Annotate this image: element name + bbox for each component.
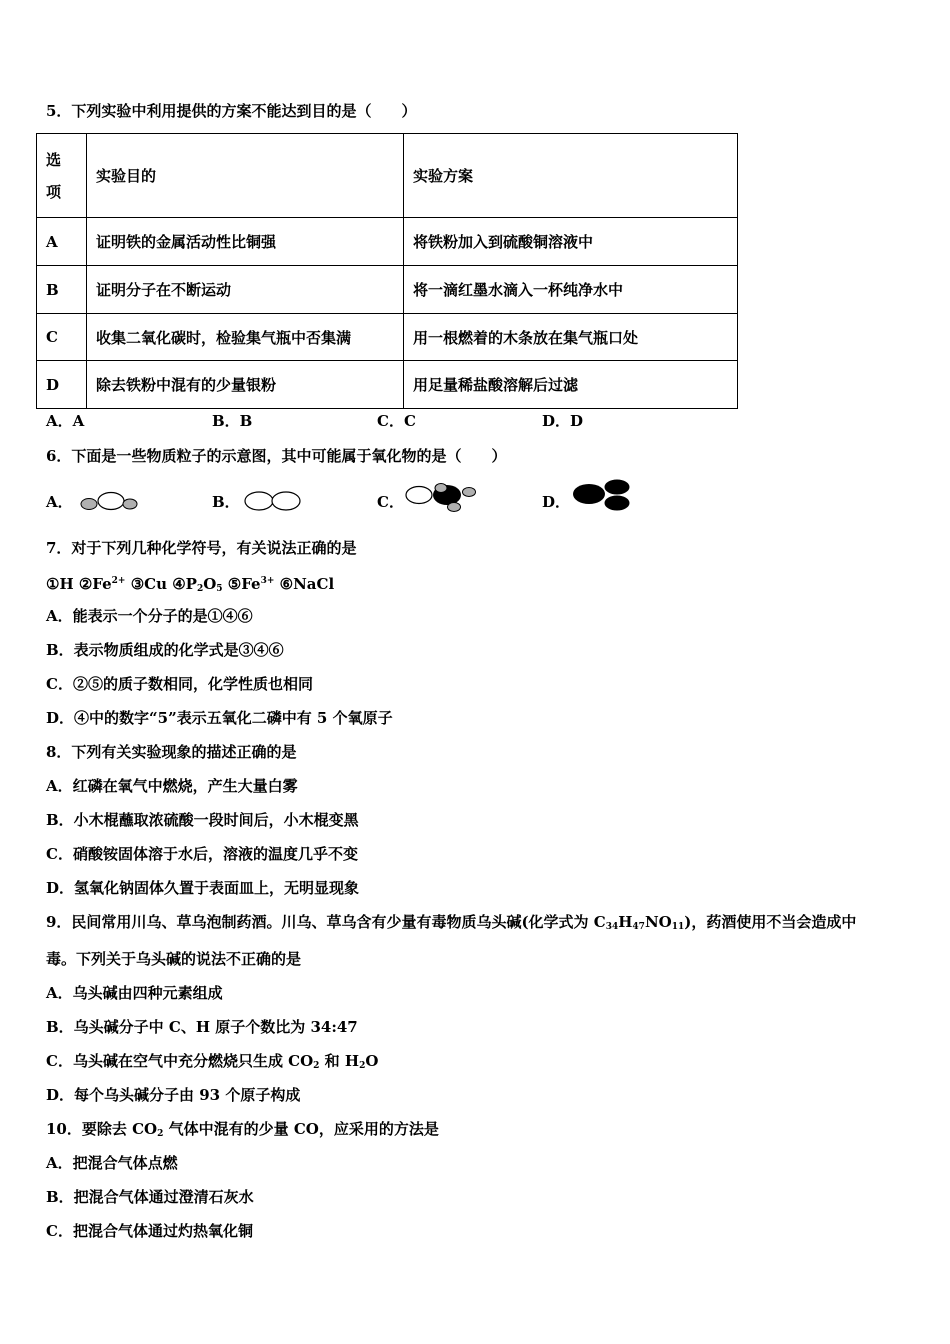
q10-sub: 2 xyxy=(157,1129,164,1139)
q9c-text: C．乌头碱在空气中充分燃烧只生成 CO xyxy=(46,1052,314,1070)
molecule-d-diagram xyxy=(570,478,636,514)
table-row xyxy=(37,314,738,361)
table-row xyxy=(37,361,738,409)
q7-option-d: D．④中的数字“5”表示五氧化二磷中有 5 个氧原子 xyxy=(46,709,393,727)
q10-stem xyxy=(46,1119,439,1144)
header-option-line2: 项 xyxy=(46,182,62,201)
q9-option-a: A．乌头碱由四种元素组成 xyxy=(46,984,223,1002)
q6-label-a: A． xyxy=(46,493,73,511)
q6-label-c: C． xyxy=(377,493,404,511)
q10-option-b: B．把混合气体通过澄清石灰水 xyxy=(46,1188,254,1206)
q6-stem: 6．下面是一些物质粒子的示意图，其中可能属于氧化物的是（ ） xyxy=(46,447,507,465)
q9-stem-line2: 毒。下列关于乌头碱的说法不正确的是 xyxy=(46,950,302,968)
q9-option-d: D．每个乌头碱分子由 93 个原子构成 xyxy=(46,1086,301,1104)
table-row xyxy=(37,218,738,266)
molecule-b-diagram xyxy=(242,488,304,514)
symbol-sup: 2+ xyxy=(111,576,126,586)
q5-choice-a: A．A xyxy=(46,412,85,430)
row-goal: 除去铁粉中混有的少量银粉 xyxy=(87,361,404,409)
q9-option-b: B．乌头碱分子中 C、H 原子个数比为 34:47 xyxy=(46,1018,358,1036)
atom-small-right xyxy=(123,499,137,509)
q9-text: NO xyxy=(644,913,672,931)
q5-choice-d: D．D xyxy=(542,412,584,430)
symbol-text: ⑥NaCl xyxy=(274,575,335,593)
q5-stem: 5．下列实验中利用提供的方案不能达到目的是（ ） xyxy=(46,102,417,120)
row-option: B xyxy=(37,266,87,314)
q9c-text: O xyxy=(365,1052,379,1070)
q10-option-a: A．把混合气体点燃 xyxy=(46,1154,178,1172)
q7-option-c: C．②⑤的质子数相同，化学性质也相同 xyxy=(46,675,313,693)
row-option: A xyxy=(37,218,87,266)
atom-white-left xyxy=(406,487,432,504)
q6-label-b: B． xyxy=(212,493,240,511)
q9-sub: 47 xyxy=(632,922,645,932)
row-plan: 用足量稀盐酸溶解后过滤 xyxy=(404,361,738,409)
symbol-text: ①H ②Fe xyxy=(46,575,112,593)
header-option-line1: 选 xyxy=(46,150,62,169)
row-goal: 收集二氧化碳时，检验集气瓶中否集满 xyxy=(87,314,404,361)
symbol-text: O xyxy=(203,575,217,593)
symbol-text: ③Cu ④P xyxy=(125,575,197,593)
symbol-sub: 5 xyxy=(216,584,223,594)
q9c-text: 和 H xyxy=(319,1052,360,1070)
q5-choice-c: C．C xyxy=(377,412,416,430)
q7-option-a: A．能表示一个分子的是①④⑥ xyxy=(46,607,253,625)
row-option: C xyxy=(37,314,87,361)
atom-black-top xyxy=(604,479,630,495)
q8-option-b: B．小木棍蘸取浓硫酸一段时间后，小木棍变黑 xyxy=(46,811,359,829)
q9-option-c xyxy=(46,1051,378,1076)
atom-black-bottom xyxy=(604,495,630,511)
q9-sub: 11 xyxy=(671,922,685,932)
table-header-row xyxy=(37,134,738,218)
row-option: D xyxy=(37,361,87,409)
q8-option-c: C．硝酸铵固体溶于水后，溶液的温度几乎不变 xyxy=(46,845,358,863)
q7-stem: 7．对于下列几种化学符号，有关说法正确的是 xyxy=(46,539,357,557)
q9-stem-line1 xyxy=(46,912,856,937)
q7-option-b: B．表示物质组成的化学式是③④⑥ xyxy=(46,641,284,659)
symbol-sup: 3+ xyxy=(260,576,275,586)
q10-text: 气体中混有的少量 CO，应采用的方法是 xyxy=(163,1120,439,1138)
q9-text: H xyxy=(618,913,633,931)
q9-text: )，药酒使用不当会造成中 xyxy=(684,913,857,931)
q7-symbols xyxy=(46,571,334,599)
molecule-c-diagram xyxy=(403,481,479,515)
q9c-sub: 2 xyxy=(313,1061,320,1071)
row-plan: 将一滴红墨水滴入一杯纯净水中 xyxy=(404,266,738,314)
atom-black-left xyxy=(573,484,605,504)
atom-large-center xyxy=(98,493,124,510)
molecule-a-diagram xyxy=(78,488,138,514)
row-plan: 将铁粉加入到硫酸铜溶液中 xyxy=(404,218,738,266)
header-goal: 实验目的 xyxy=(87,134,404,218)
atom-large-right xyxy=(272,492,300,510)
q9c-sub: 2 xyxy=(359,1061,366,1071)
q9-text: 9．民间常用川乌、草乌泡制药酒。川乌、草乌含有少量有毒物质乌头碱(化学式为 C xyxy=(46,913,606,931)
q8-stem: 8．下列有关实验现象的描述正确的是 xyxy=(46,743,297,761)
q9-sub: 34 xyxy=(605,922,619,932)
q5-choice-b: B．B xyxy=(212,412,253,430)
row-goal: 证明分子在不断运动 xyxy=(87,266,404,314)
symbol-text: ⑤Fe xyxy=(222,575,261,593)
header-option xyxy=(37,134,87,218)
table-row xyxy=(37,266,738,314)
atom-small-left xyxy=(81,499,97,510)
q8-option-d: D．氢氧化钠固体久置于表面皿上，无明显现象 xyxy=(46,879,360,897)
atom-gray-top xyxy=(435,484,447,493)
q10-text: 10．要除去 CO xyxy=(46,1120,158,1138)
q8-option-a: A．红磷在氧气中燃烧，产生大量白雾 xyxy=(46,777,298,795)
row-goal: 证明铁的金属活动性比铜强 xyxy=(87,218,404,266)
q10-option-c: C．把混合气体通过灼热氧化铜 xyxy=(46,1222,253,1240)
atom-gray-right xyxy=(463,488,476,497)
header-plan: 实验方案 xyxy=(404,134,738,218)
row-plan: 用一根燃着的木条放在集气瓶口处 xyxy=(404,314,738,361)
q5-table xyxy=(36,133,738,409)
q6-label-d: D． xyxy=(542,493,571,511)
atom-gray-bottom xyxy=(448,503,461,512)
atom-large-left xyxy=(245,492,273,510)
symbol-sub: 2 xyxy=(196,584,204,594)
